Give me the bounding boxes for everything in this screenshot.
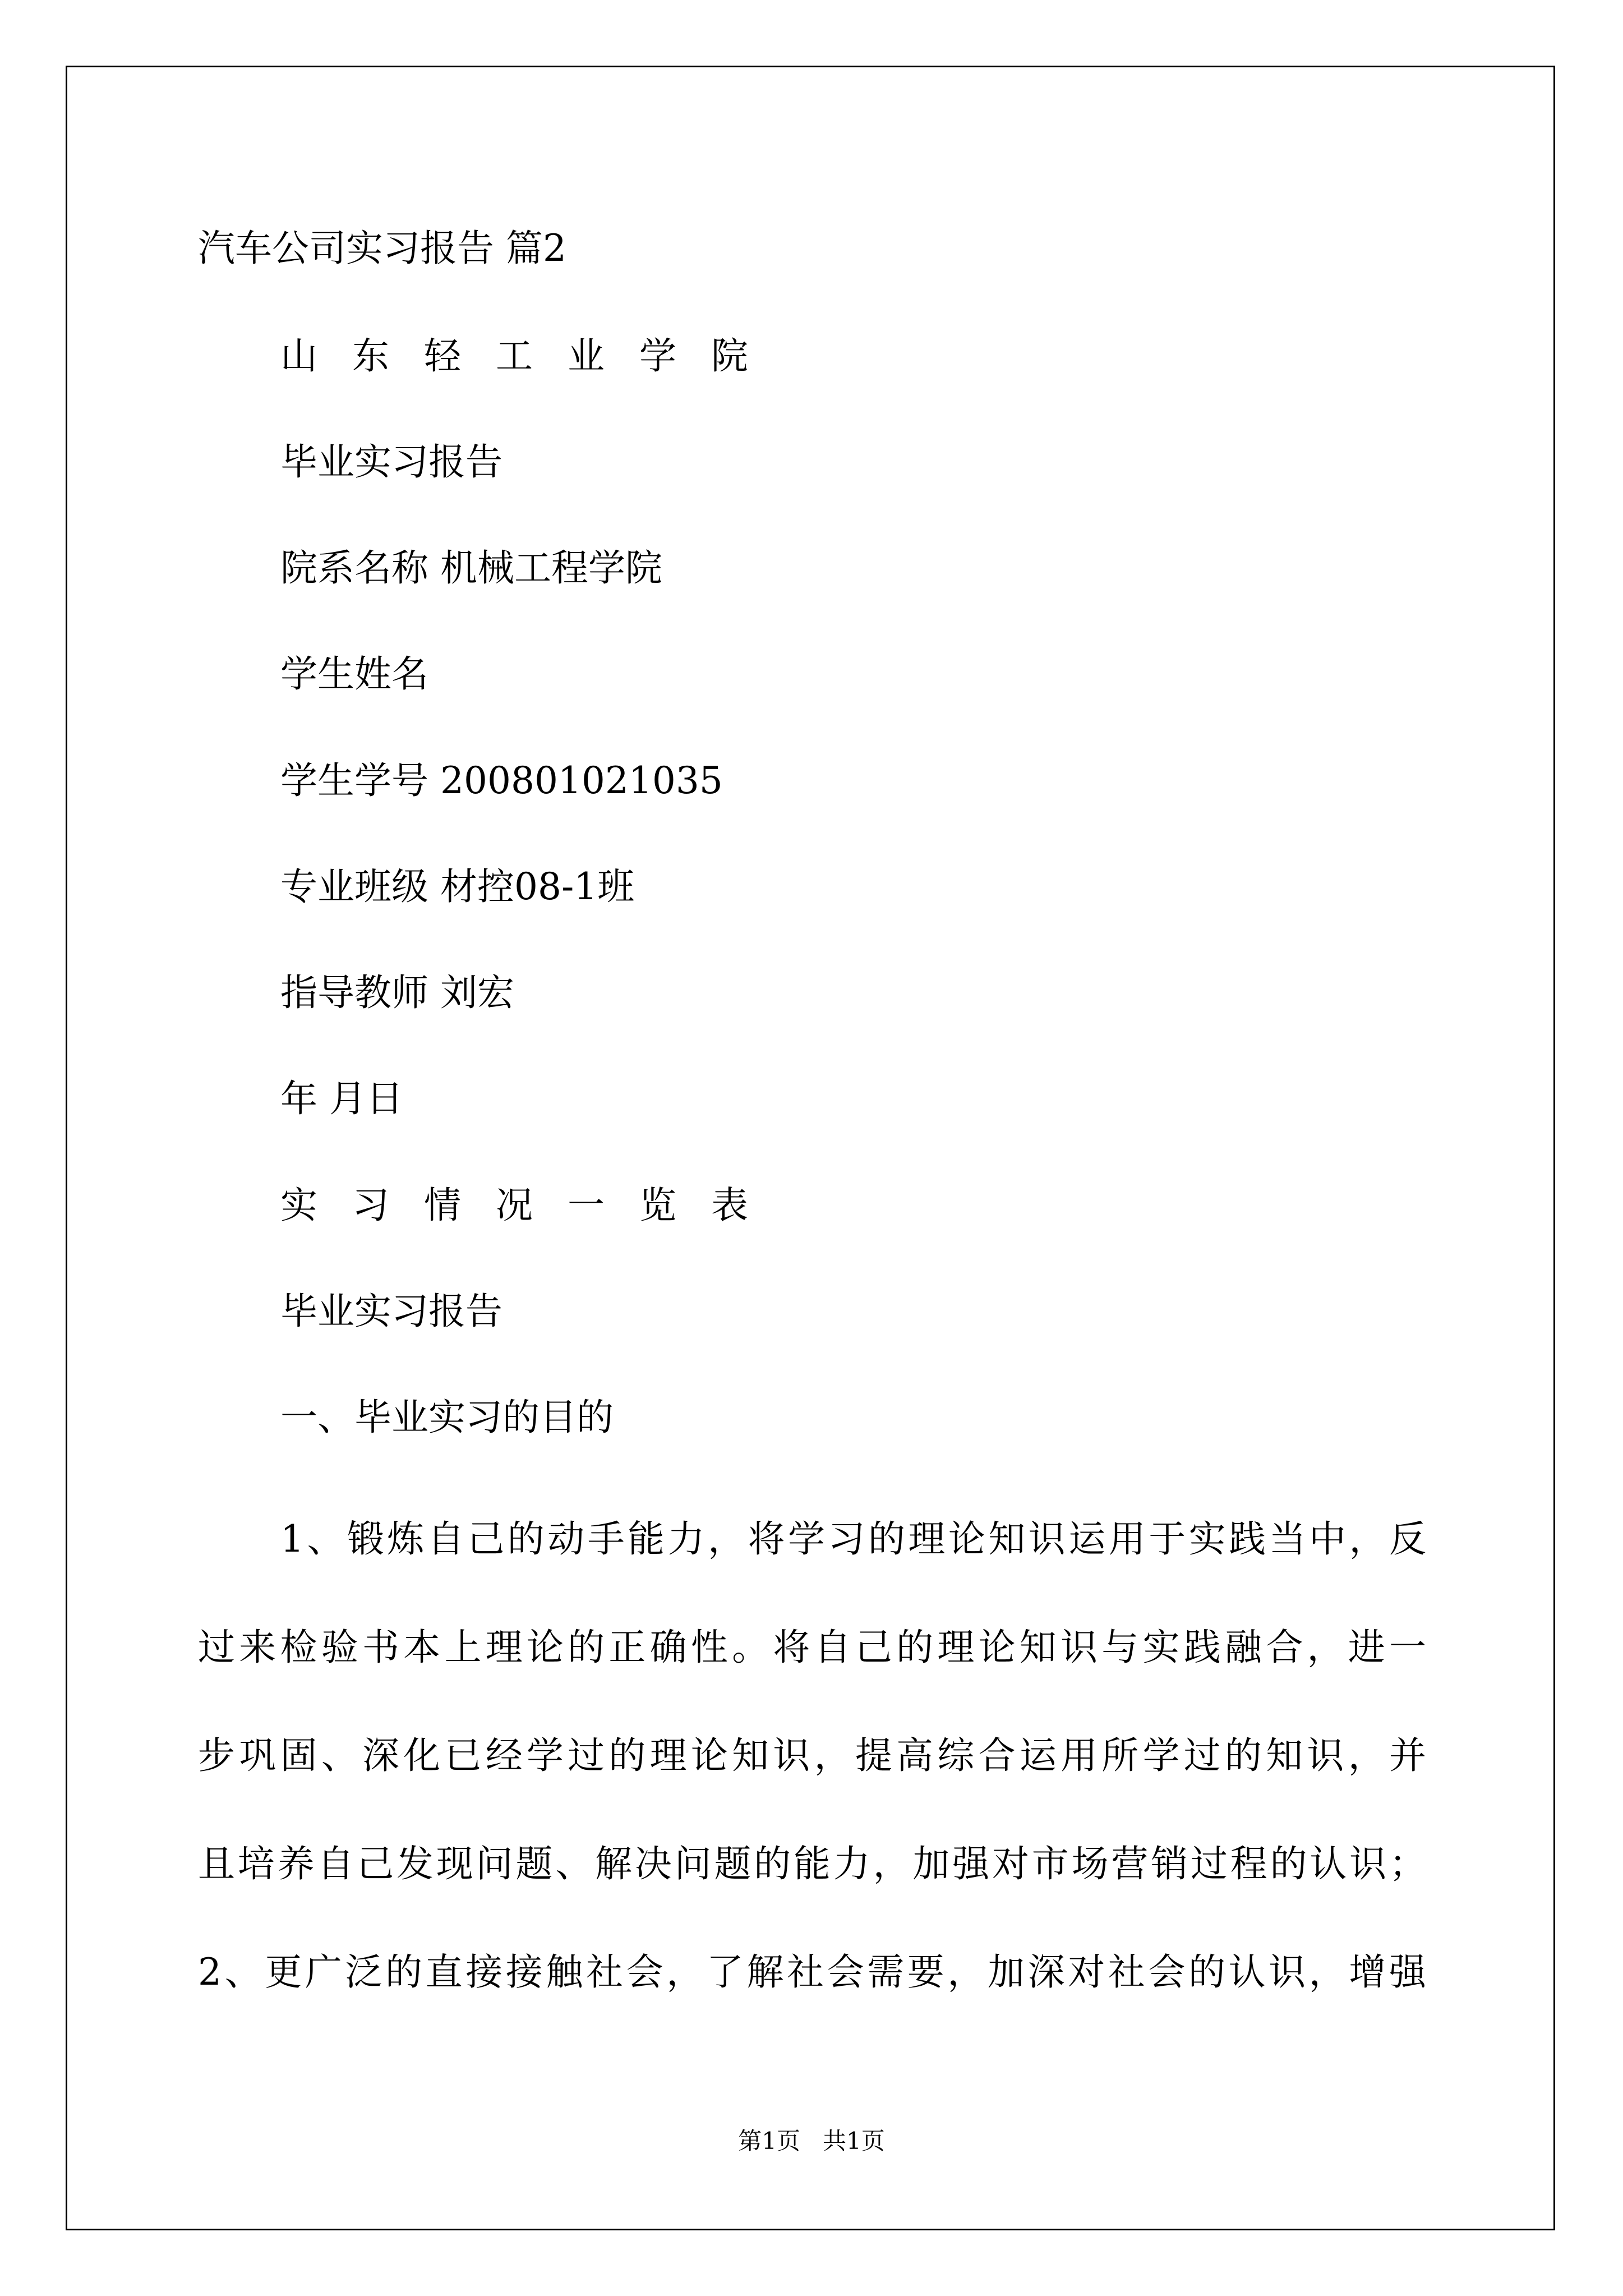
body-line: 1、锻炼自己的动手能力，将学习的理论知识运用于实践当中，反	[280, 1517, 1426, 1561]
body-line: 步巩固、深化已经学过的理论知识，提高综合运用所学过的知识，并	[198, 1734, 1426, 1777]
section-heading: 一、毕业实习的目的	[280, 1396, 614, 1439]
student-id-line: 学生学号 200801021035	[280, 759, 723, 802]
page-border	[66, 66, 1555, 2230]
page-footer: 第1页 共1页	[738, 2127, 885, 2155]
student-name-line: 学生姓名	[280, 652, 428, 696]
report-title: 毕业实习报告	[280, 440, 502, 484]
report-title-2: 毕业实习报告	[280, 1290, 502, 1333]
school-name: 山东轻工业学院	[280, 334, 783, 378]
date-line: 年 月日	[280, 1077, 403, 1120]
department-line: 院系名称 机械工程学院	[280, 546, 662, 590]
body-line: 过来检验书本上理论的正确性。将自己的理论知识与实践融合，进一	[198, 1626, 1426, 1669]
overview-title: 实习情况一览表	[280, 1184, 783, 1227]
class-line: 专业班级 材控08-1班	[280, 865, 635, 908]
document-title: 汽车公司实习报告 篇2	[198, 227, 566, 270]
teacher-line: 指导教师 刘宏	[280, 971, 514, 1014]
body-line: 且培养自己发现问题、解决问题的能力，加强对市场营销过程的认识；	[198, 1842, 1426, 1885]
body-line: 2、更广泛的直接接触社会，了解社会需要，加深对社会的认识，增强	[198, 1950, 1426, 1994]
